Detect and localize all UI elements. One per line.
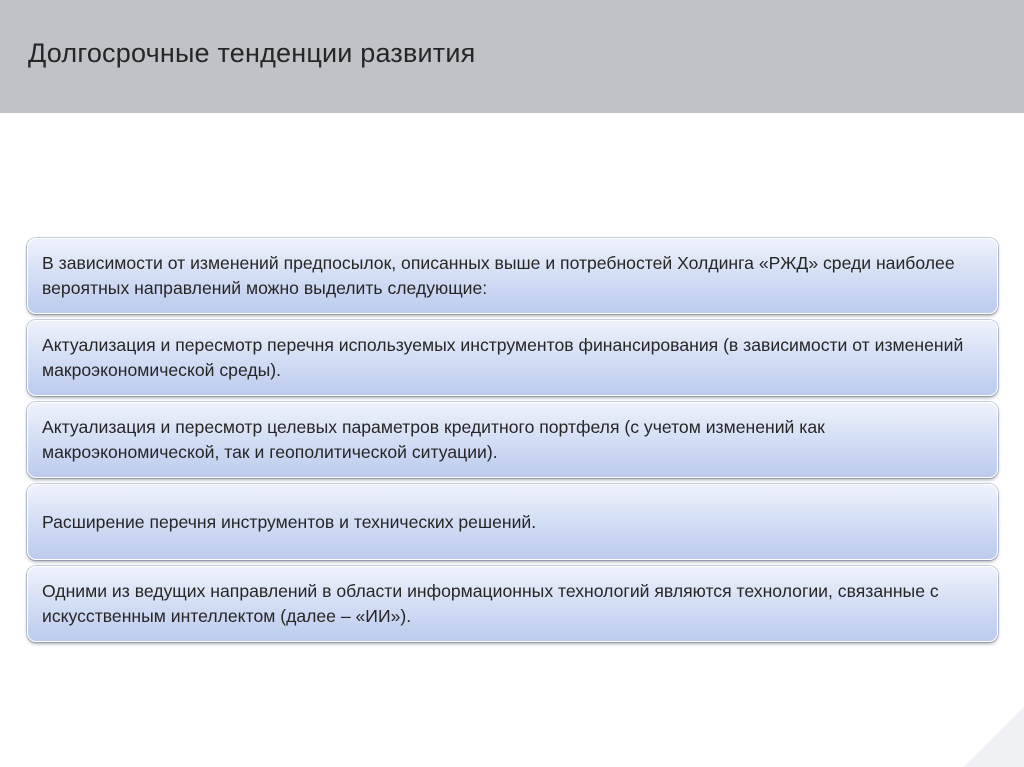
trend-card-technical-solutions xyxy=(27,484,998,560)
trend-card-text: В зависимости от изменений предпосылок, описанных выше и потребностей Холдинга «РЖД» среди наиболее вероятных направлений можно выделить следующие: xyxy=(42,253,955,298)
title-bar xyxy=(0,0,1024,113)
page-curl-decoration xyxy=(964,707,1024,767)
trend-card-artificial-intelligence xyxy=(27,566,998,642)
trend-card-credit-portfolio xyxy=(27,402,998,478)
trend-card-text: Актуализация и пересмотр перечня используемых инструментов финансирования (в зависимости от изменений макроэкономической среды). xyxy=(42,335,964,380)
trend-list xyxy=(27,238,998,648)
trend-card-financing-instruments xyxy=(27,320,998,396)
trend-card-intro xyxy=(27,238,998,314)
trend-card-text: Одними из ведущих направлений в области информационных технологий являются технологии, связанные с искусственным интеллектом (далее – «ИИ»). xyxy=(42,581,939,626)
trend-card-text: Расширение перечня инструментов и технических решений. xyxy=(42,511,537,532)
trend-card-text: Актуализация и пересмотр целевых параметров кредитного портфеля (с учетом изменений как макроэкономической, так и геополитической ситуации). xyxy=(42,417,825,462)
slide-title: Долгосрочные тенденции развития xyxy=(28,38,476,68)
